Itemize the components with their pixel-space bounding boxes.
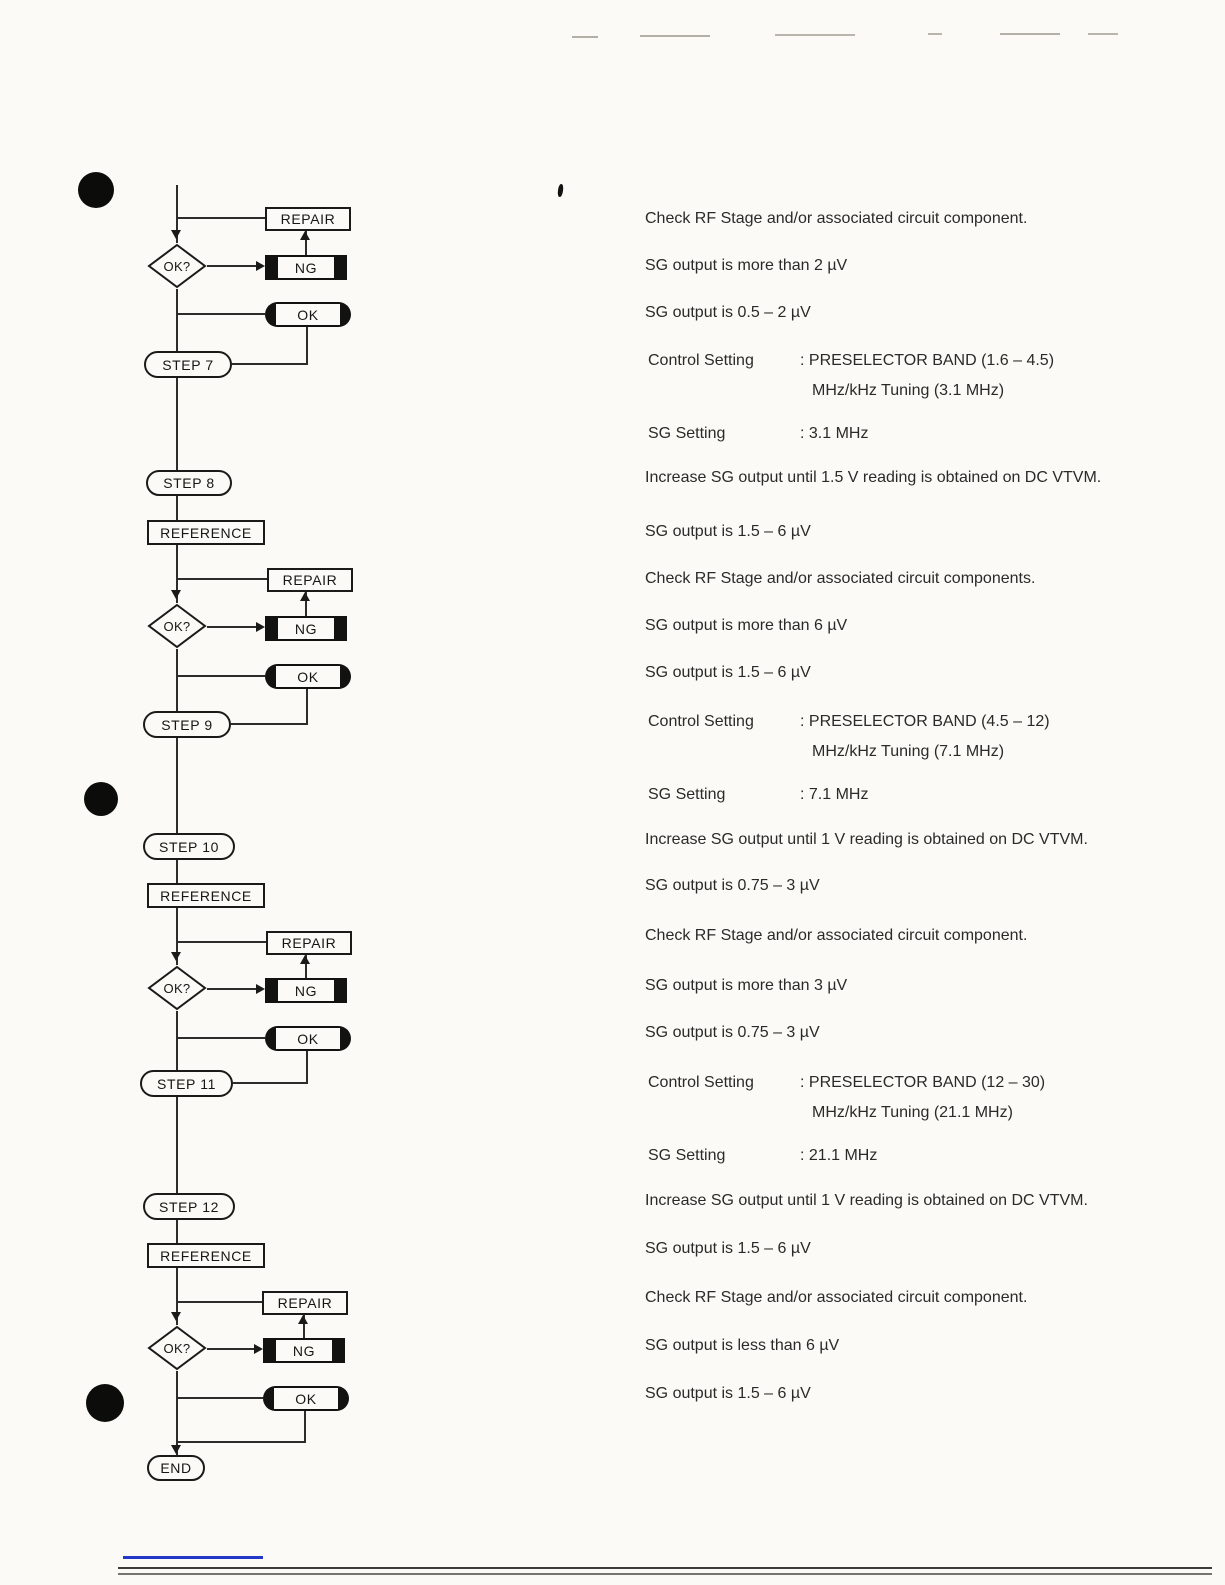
note-text: Check RF Stage and/or associated circuit component. — [645, 1289, 1028, 1306]
note-text: SG output is 0.5 – 2 µV — [645, 304, 811, 321]
note-setting-label: Control Setting — [648, 352, 754, 369]
note-text: SG output is 0.75 – 3 µV — [645, 1024, 820, 1041]
ng-label: NG — [278, 618, 334, 639]
step-11-oval — [140, 1070, 233, 1097]
arrow-down-icon — [171, 952, 181, 961]
repair-loop-line — [177, 578, 267, 580]
punch-hole-dot — [78, 172, 114, 208]
note-text: Check RF Stage and/or associated circuit components. — [645, 570, 1036, 587]
step-10-oval — [143, 833, 235, 860]
connector-line — [177, 313, 265, 315]
ng-box — [265, 978, 347, 1003]
reference-label: REFERENCE — [160, 1247, 252, 1264]
repair-label: REPAIR — [281, 935, 337, 951]
note-setting-label: Control Setting — [648, 713, 754, 730]
note-text: Check RF Stage and/or associated circuit component. — [645, 210, 1028, 227]
note-text: SG output is 0.75 – 3 µV — [645, 877, 820, 894]
repair-loop-line — [177, 1301, 262, 1303]
note-setting-label: SG Setting — [648, 425, 726, 442]
step-7-oval — [144, 351, 232, 378]
arrow-right-icon — [254, 1344, 263, 1354]
ok-box — [265, 664, 351, 689]
decision-diamond — [147, 1325, 207, 1371]
step-label: STEP 9 — [161, 716, 213, 733]
connector-line — [176, 1011, 178, 1070]
scan-artifact — [928, 33, 942, 35]
step-label: STEP 11 — [157, 1075, 216, 1092]
note-text: Increase SG output until 1.5 V reading is obtained on DC VTVM. — [645, 469, 1102, 486]
repair-box — [262, 1291, 348, 1315]
ok-label: OK — [274, 1388, 338, 1409]
decision-label: OK? — [163, 258, 191, 274]
end-oval — [147, 1455, 205, 1481]
scan-artifact — [640, 35, 710, 37]
note-text: SG output is less than 6 µV — [645, 1337, 840, 1354]
connector-line — [231, 723, 308, 725]
arrow-right-icon — [256, 622, 265, 632]
repair-label: REPAIR — [282, 572, 338, 588]
connector-line — [176, 649, 178, 711]
connector-line — [207, 988, 259, 990]
note-text: Check RF Stage and/or associated circuit component. — [645, 927, 1028, 944]
note-setting-value-line2: MHz/kHz Tuning (7.1 MHz) — [812, 743, 1005, 760]
note-text: SG output is more than 2 µV — [645, 257, 848, 274]
connector-line — [207, 265, 259, 267]
scan-edge-line — [118, 1567, 1212, 1569]
decision-diamond — [147, 965, 207, 1011]
repair-label: REPAIR — [280, 211, 336, 227]
connector-line — [176, 378, 178, 470]
ok-box — [265, 1026, 351, 1051]
note-setting-value: : 21.1 MHz — [800, 1147, 878, 1164]
note-text: SG output is more than 6 µV — [645, 617, 848, 634]
note-text: SG output is 1.5 – 6 µV — [645, 1240, 811, 1257]
note-text: SG output is 1.5 – 6 µV — [645, 664, 811, 681]
ok-box — [263, 1386, 349, 1411]
connector-line — [176, 860, 178, 883]
scan-artifact — [1000, 33, 1060, 35]
connector-line — [177, 675, 265, 677]
note-text: SG output is more than 3 µV — [645, 977, 848, 994]
connector-line — [306, 1051, 308, 1082]
arrow-up-icon — [298, 1315, 308, 1324]
connector-line — [176, 289, 178, 351]
arrow-down-icon — [171, 1312, 181, 1321]
step-label: STEP 8 — [163, 475, 215, 491]
step-8-oval — [146, 470, 232, 496]
note-setting-value: : 3.1 MHz — [800, 425, 869, 442]
reference-box — [147, 883, 265, 908]
ink-mark — [557, 184, 564, 198]
decision-label: OK? — [163, 618, 191, 634]
end-label: END — [160, 1460, 192, 1476]
connector-line — [176, 1097, 178, 1193]
arrow-up-icon — [300, 955, 310, 964]
repair-loop-line — [177, 941, 266, 943]
step-label: STEP 12 — [159, 1198, 219, 1215]
ok-label: OK — [276, 1028, 340, 1049]
punch-hole-dot — [84, 782, 118, 816]
connector-line — [207, 626, 259, 628]
arrow-down-icon — [171, 590, 181, 599]
connector-line — [177, 1037, 265, 1039]
step-label: STEP 7 — [162, 356, 214, 373]
blue-scan-line — [123, 1556, 263, 1559]
scan-edge-line — [118, 1573, 1212, 1575]
decision-label: OK? — [163, 1340, 191, 1356]
reference-box — [147, 520, 265, 545]
note-setting-value-line2: MHz/kHz Tuning (21.1 MHz) — [812, 1104, 1013, 1121]
step-label: STEP 10 — [159, 838, 219, 855]
connector-line — [232, 363, 308, 365]
repair-loop-line — [177, 217, 265, 219]
repair-box — [266, 931, 352, 955]
repair-box — [267, 568, 353, 592]
arrow-up-icon — [300, 592, 310, 601]
connector-line — [306, 327, 308, 363]
connector-line — [177, 1397, 263, 1399]
note-text: SG output is 1.5 – 6 µV — [645, 523, 811, 540]
note-setting-value: : PRESELECTOR BAND (12 – 30) — [800, 1074, 1046, 1091]
repair-label: REPAIR — [277, 1295, 333, 1311]
note-setting-value: : PRESELECTOR BAND (1.6 – 4.5) — [800, 352, 1055, 369]
connector-line — [177, 1441, 306, 1443]
reference-label: REFERENCE — [160, 887, 252, 904]
repair-box — [265, 207, 351, 231]
note-setting-value: : 7.1 MHz — [800, 786, 869, 803]
decision-label: OK? — [163, 980, 191, 996]
ng-box — [265, 616, 347, 641]
note-setting-value-line2: MHz/kHz Tuning (3.1 MHz) — [812, 382, 1005, 399]
note-setting-label: SG Setting — [648, 786, 726, 803]
connector-line — [233, 1082, 308, 1084]
connector-line — [176, 1220, 178, 1243]
ok-label: OK — [276, 666, 340, 687]
ok-box — [265, 302, 351, 327]
note-text: SG output is 1.5 – 6 µV — [645, 1385, 811, 1402]
note-text: Increase SG output until 1 V reading is obtained on DC VTVM. — [645, 831, 1088, 848]
ng-label: NG — [276, 1340, 332, 1361]
ng-box — [265, 255, 347, 280]
note-setting-value: : PRESELECTOR BAND (4.5 – 12) — [800, 713, 1050, 730]
connector-line — [176, 738, 178, 833]
decision-diamond — [147, 603, 207, 649]
reference-label: REFERENCE — [160, 524, 252, 541]
ok-label: OK — [276, 304, 340, 325]
connector-line — [207, 1348, 257, 1350]
connector-line — [304, 1411, 306, 1441]
arrow-down-icon — [171, 230, 181, 239]
punch-hole-dot — [86, 1384, 124, 1422]
connector-line — [176, 496, 178, 520]
scan-artifact — [1088, 33, 1118, 35]
ng-box — [263, 1338, 345, 1363]
decision-diamond — [147, 243, 207, 289]
step-12-oval — [143, 1193, 235, 1220]
arrow-right-icon — [256, 261, 265, 271]
connector-line — [306, 689, 308, 723]
arrow-up-icon — [300, 231, 310, 240]
arrow-down-icon — [171, 1445, 181, 1454]
note-text: Increase SG output until 1 V reading is obtained on DC VTVM. — [645, 1192, 1088, 1209]
ng-label: NG — [278, 257, 334, 278]
reference-box — [147, 1243, 265, 1268]
scan-artifact — [572, 36, 598, 38]
ng-label: NG — [278, 980, 334, 1001]
step-9-oval — [143, 711, 231, 738]
note-setting-label: Control Setting — [648, 1074, 754, 1091]
arrow-right-icon — [256, 984, 265, 994]
note-setting-label: SG Setting — [648, 1147, 726, 1164]
scan-artifact — [775, 34, 855, 36]
